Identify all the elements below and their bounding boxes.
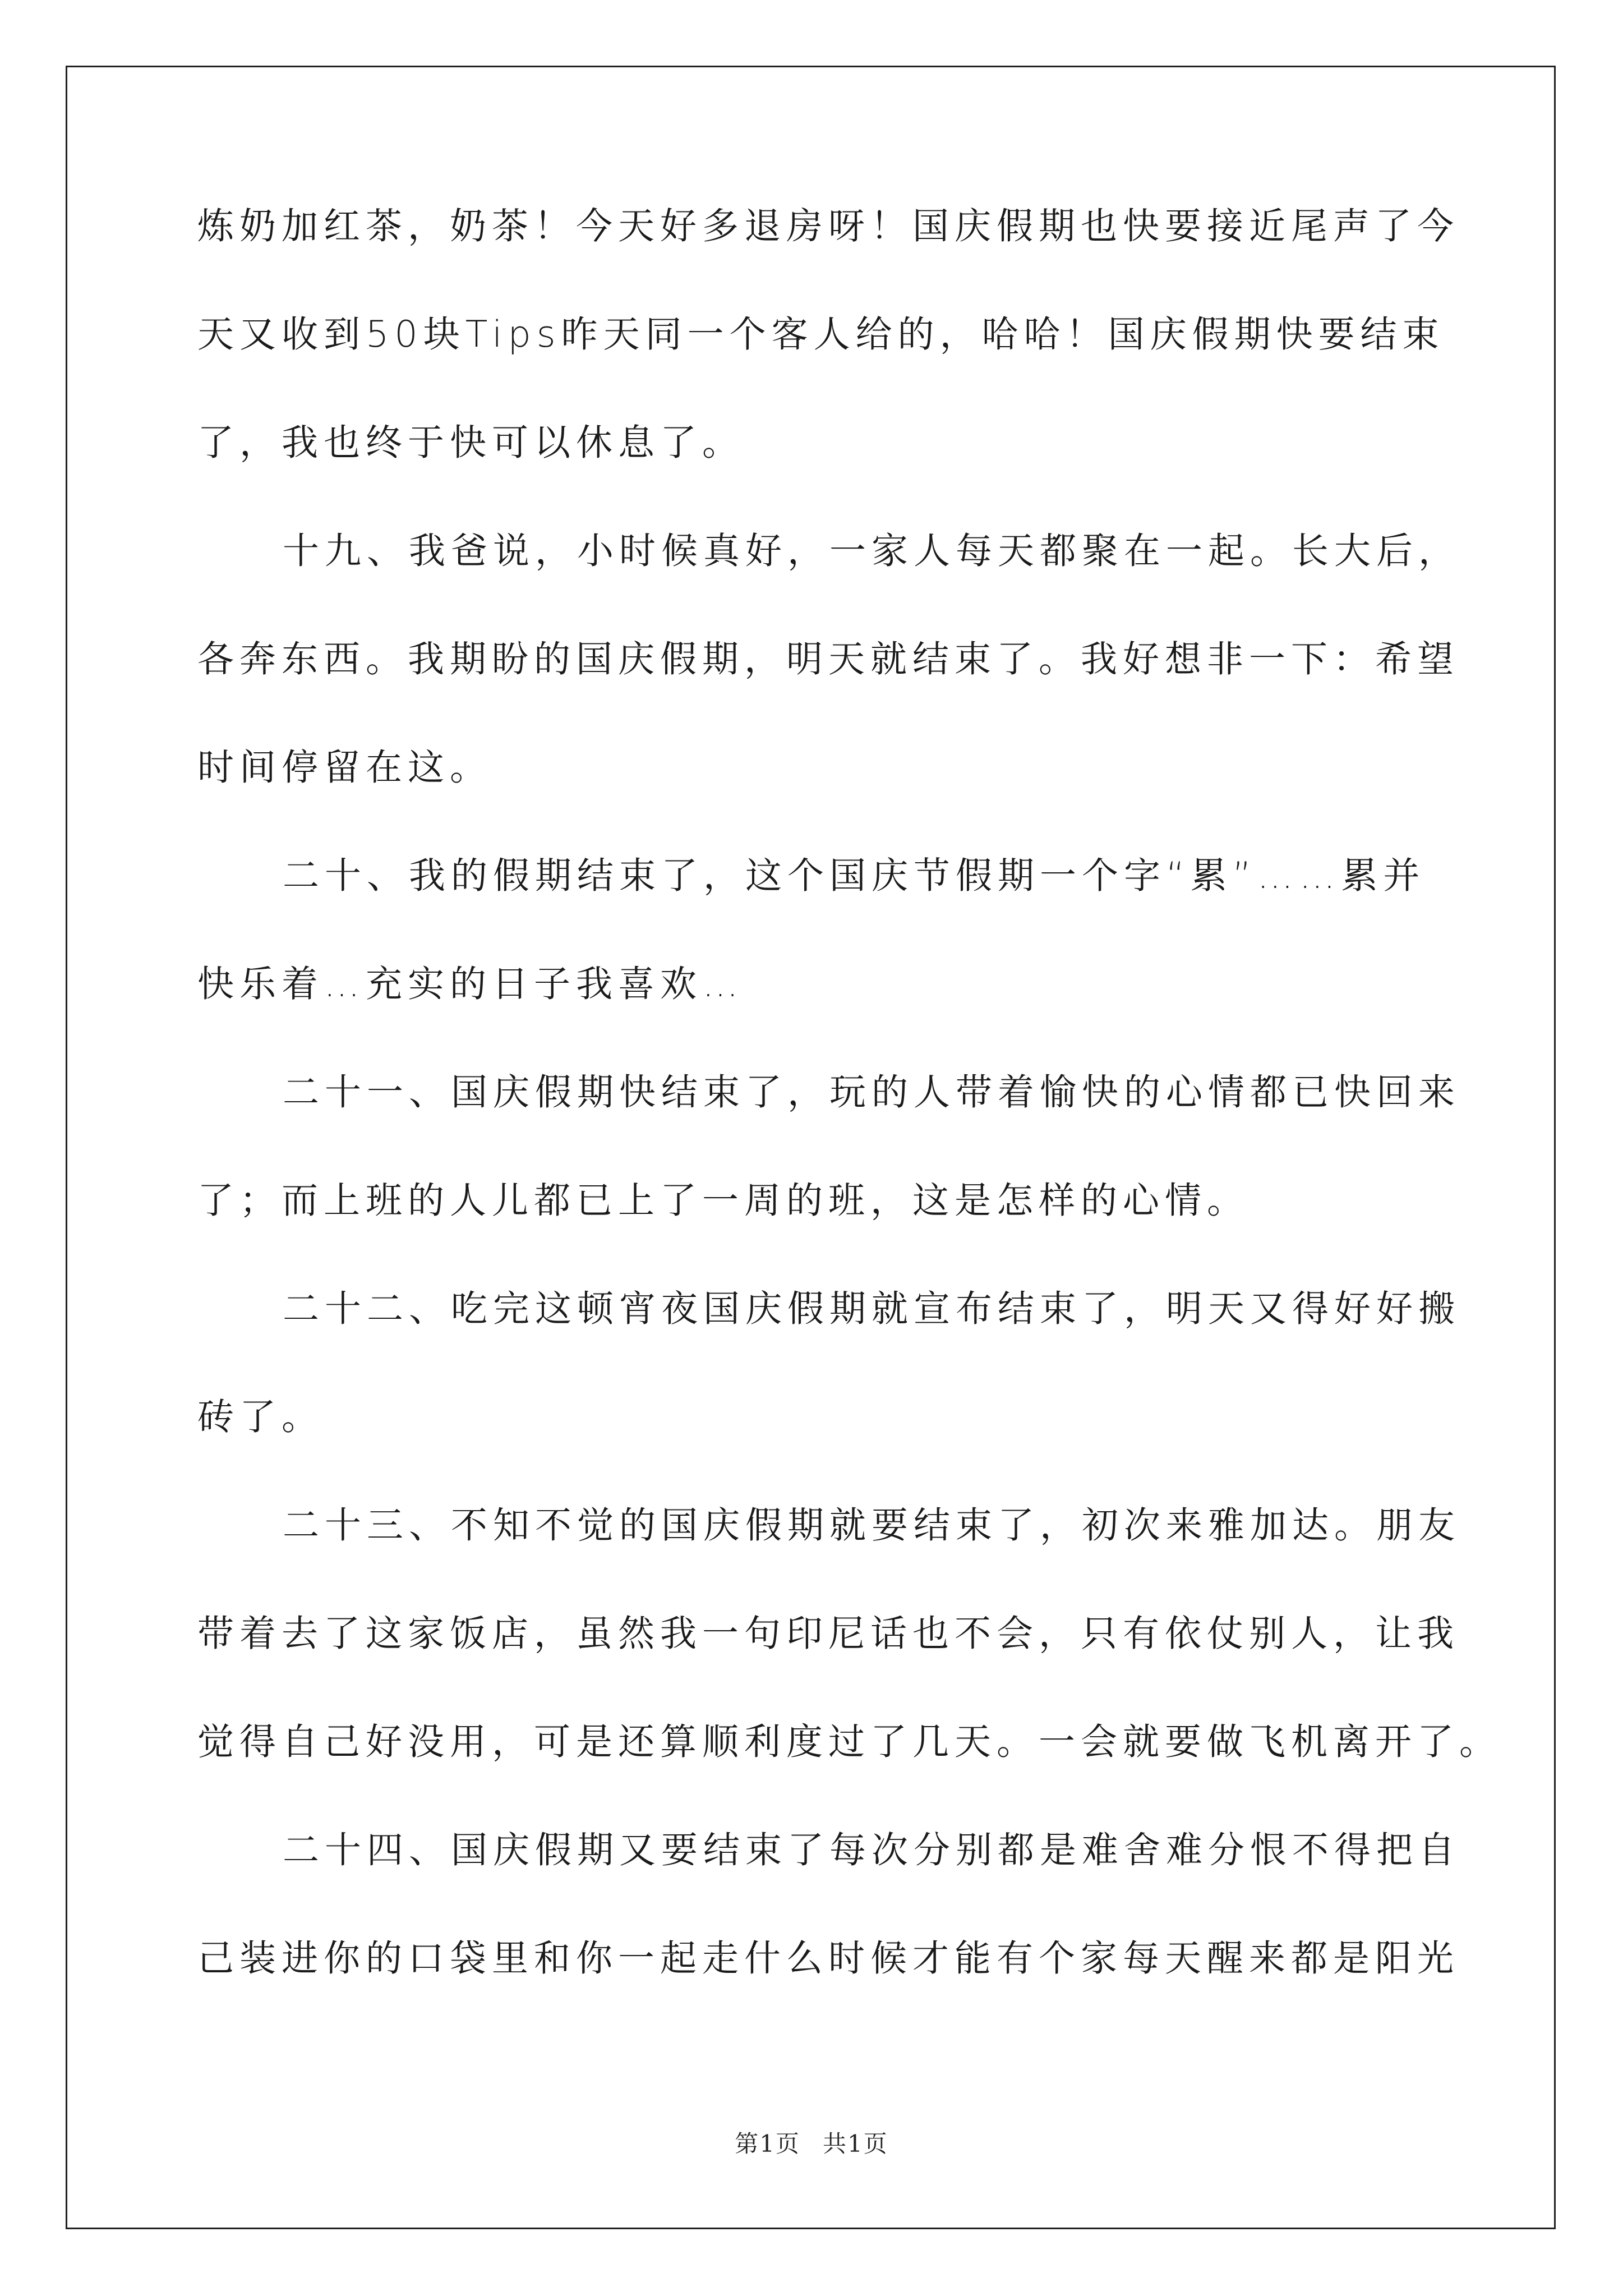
paragraph (197, 530, 1461, 789)
page-number: 第1页 (735, 2130, 800, 2157)
text-line: 天又收到50块Tips昨天同一个客人给的，哈哈！国庆假期快要结束 (197, 314, 1445, 356)
document-body (197, 205, 1502, 2048)
paragraph (197, 205, 1460, 464)
page-footer (0, 2125, 1623, 2159)
text-line: 己装进你的口袋里和你一起走什么时候才能有个家每天醒来都是阳光 (197, 1938, 1460, 1980)
page-total: 共1页 (823, 2130, 888, 2157)
text-line: 各奔东西。我期盼的国庆假期，明天就结束了。我好想非一下：希望 (197, 638, 1460, 680)
text-line: 炼奶加红茶，奶茶！今天好多退房呀！国庆假期也快要接近尾声了今 (197, 205, 1460, 247)
text-line: 了，我也终于快可以休息了。 (197, 422, 745, 464)
paragraph (197, 1504, 1502, 1763)
text-line: 二十、我的假期结束了，这个国庆节假期一个字“累”……累并 (283, 855, 1426, 897)
paragraph (197, 1829, 1461, 1980)
text-line: 二十一、国庆假期快结束了，玩的人带着愉快的心情都已快回来 (283, 1071, 1461, 1114)
text-line: 了；而上班的人儿都已上了一周的班，这是怎样的心情。 (197, 1180, 1249, 1222)
text-line: 时间停留在这。 (197, 747, 492, 789)
text-line: 快乐着…充实的日子我喜欢… (197, 963, 745, 1005)
paragraph (197, 857, 1426, 1004)
text-line: 带着去了这家饭店，虽然我一句印尼话也不会，只有依仗别人，让我 (197, 1613, 1460, 1655)
text-line: 二十二、吃完这顿宵夜国庆假期就宣布结束了，明天又得好好搬 (283, 1288, 1461, 1330)
paragraph (197, 1288, 1461, 1438)
text-line: 觉得自己好没用，可是还算顺利度过了几天。一会就要做飞机离开了。 (197, 1721, 1502, 1763)
text-line: 十九、我爸说，小时候真好，一家人每天都聚在一起。长大后， (283, 530, 1461, 572)
text-line: 二十四、国庆假期又要结束了每次分别都是难舍难分恨不得把自 (283, 1829, 1461, 1871)
text-line: 砖了。 (197, 1396, 324, 1438)
text-line: 二十三、不知不觉的国庆假期就要结束了，初次来雅加达。朋友 (283, 1504, 1461, 1547)
paragraph (197, 1071, 1461, 1222)
